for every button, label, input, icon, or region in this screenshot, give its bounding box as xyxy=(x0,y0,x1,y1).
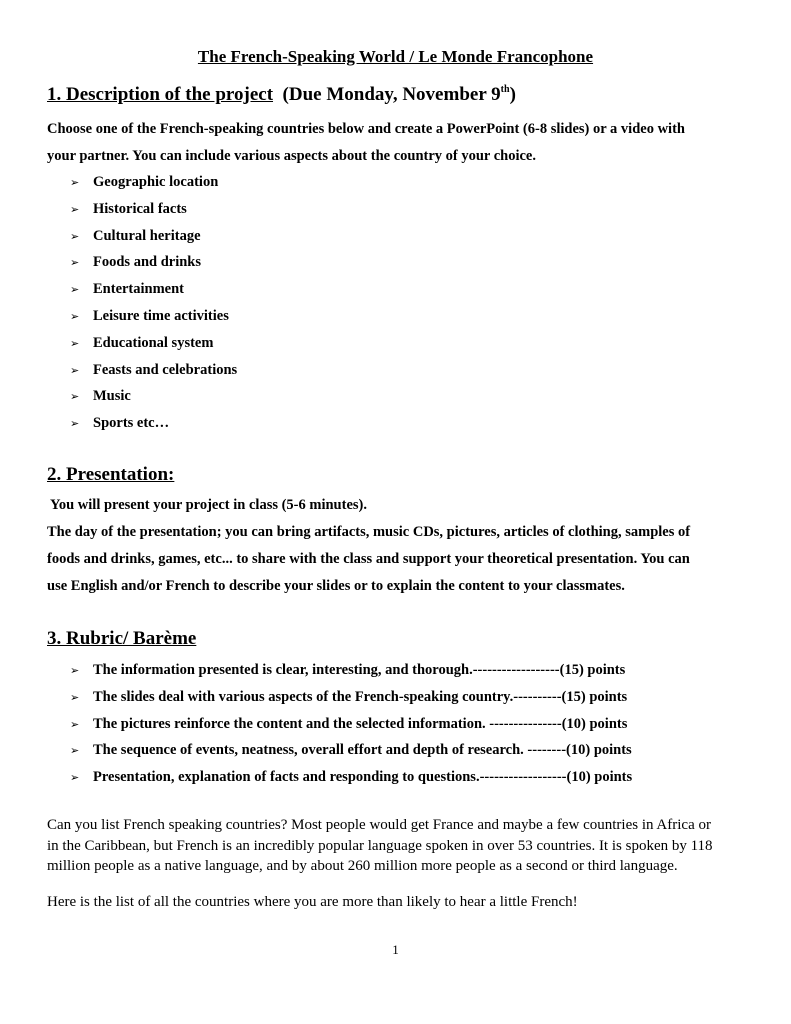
list-item: ➢ Geographic location xyxy=(70,169,237,196)
list-item: ➢ Leisure time activities xyxy=(70,303,237,330)
arrow-bullet-icon: ➢ xyxy=(70,664,80,677)
list-item: ➢ Cultural heritage xyxy=(70,223,237,250)
closing-paragraph xyxy=(47,815,747,877)
arrow-bullet-icon: ➢ xyxy=(70,176,80,189)
arrow-bullet-icon: ➢ xyxy=(70,363,80,377)
section1-heading-title: 1. Description of the project xyxy=(47,84,274,105)
body-line: The day of the presentation; you can bring artifacts, music CDs, pictures, articles of clothing, samples of xyxy=(47,524,691,540)
list-item: ➢ Entertainment xyxy=(70,276,237,303)
rubric-item: ➢ The pictures reinforce the content and the selected information. ---------------(10) points xyxy=(70,711,632,738)
body-line: million people as a native language, and by about 260 million more people as a second or third language. xyxy=(47,858,678,874)
arrow-bullet-icon: ➢ xyxy=(70,390,80,404)
body-line: in the Caribbean, but French is an incredibly popular language spoken in over 53 countries. It is spoken by 118 xyxy=(47,837,713,854)
body-line: Can you list French speaking countries? Most people would get France and maybe a few countries in Africa or xyxy=(47,817,711,833)
body-line: foods and drinks, games, etc... to share with the class and support your theoretical presentation. You can xyxy=(47,551,690,567)
section2-body xyxy=(47,492,747,600)
arrow-bullet-icon: ➢ xyxy=(70,309,80,323)
section1-due-date: (Due Monday, November 9th) xyxy=(282,83,516,105)
arrow-bullet-icon: ➢ xyxy=(70,771,80,785)
arrow-bullet-icon: ➢ xyxy=(70,744,80,758)
list-item: ➢ Foods and drinks xyxy=(70,249,237,276)
rubric-item: ➢ The sequence of events, neatness, overall effort and depth of research. --------(10) points xyxy=(70,737,632,764)
list-item: ➢ Sports etc… xyxy=(70,410,237,437)
arrow-bullet-icon: ➢ xyxy=(70,202,80,216)
page-number: 1 xyxy=(392,942,399,957)
arrow-bullet-icon: ➢ xyxy=(70,690,80,704)
arrow-bullet-icon: ➢ xyxy=(70,229,80,243)
section2-heading-title: 2. Presentation: xyxy=(47,464,175,485)
aspects-list xyxy=(70,169,237,437)
section3-heading xyxy=(47,628,196,650)
body-line: use English and/or French to describe your slides or to explain the content to your classmates. xyxy=(47,578,625,594)
rubric-item: ➢ The slides deal with various aspects of the French-speaking country.----------(15) points xyxy=(70,684,632,711)
document-title: The French-Speaking World / Le Monde Francophone xyxy=(197,47,594,66)
list-item: ➢ Music xyxy=(70,383,237,410)
arrow-bullet-icon: ➢ xyxy=(70,336,80,350)
arrow-bullet-icon: ➢ xyxy=(70,283,80,297)
section1-intro xyxy=(47,116,747,170)
intro-line: Choose one of the French-speaking countries below and create a PowerPoint (6-8 slides) or a video with xyxy=(47,121,685,137)
arrow-bullet-icon: ➢ xyxy=(70,256,80,270)
section2-heading xyxy=(47,464,174,486)
list-item: ➢ Historical facts xyxy=(70,196,237,223)
arrow-bullet-icon: ➢ xyxy=(70,717,80,731)
closing-note: Here is the list of all the countries where you are more than likely to hear a little French! xyxy=(47,894,578,910)
rubric-item: ➢ Presentation, explanation of facts and responding to questions.------------------(10) points xyxy=(70,764,632,791)
rubric-item: ➢ The information presented is clear, interesting, and thorough.------------------(15) points xyxy=(70,657,632,684)
section3-heading-title: 3. Rubric/ Barème xyxy=(47,628,197,649)
rubric-list xyxy=(70,657,632,791)
list-item: ➢ Educational system xyxy=(70,330,237,357)
body-line: You will present your project in class (5-6 minutes). xyxy=(50,497,367,513)
list-item: ➢ Feasts and celebrations xyxy=(70,357,237,384)
arrow-bullet-icon: ➢ xyxy=(70,417,80,431)
section1-heading xyxy=(47,84,516,106)
intro-line: your partner. You can include various aspects about the country of your choice. xyxy=(47,148,536,164)
